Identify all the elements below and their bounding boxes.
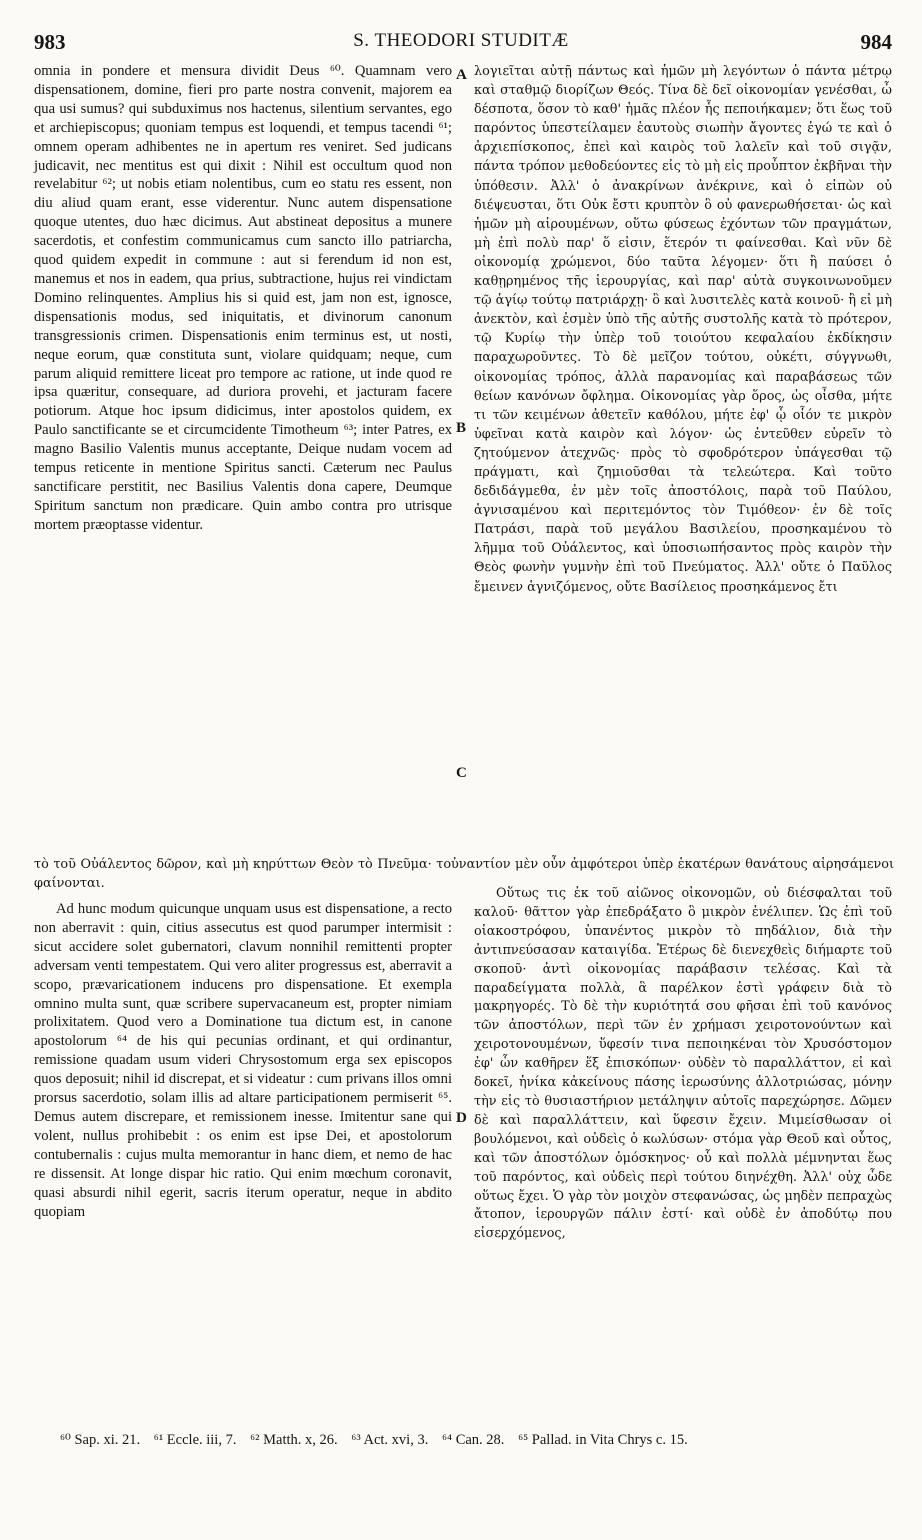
latin-paragraph-2: Ad hunc modum quicunque unquam usus est dispensatione, a recto non aberravit : quin, citius assecutus est quod parumper intermisit : sicut accidere solet gubernatori, clavum nonnihil remittenti propter adversam venti tempestatem. Qui vero aliter progressus est, aberravit a scopo, prævaricationem inducens pro dispensatione. Et exempla omnino multa sunt, quæ scribere supervacaneum est, propter nimiam prolixitatem. Quod vero a Dominatione tua dictum est, in canone apostolorum ⁶⁴ de his qui pecunias ordinant, et qui ordinantur, remissione quadam usum videri Chrysostomum erga sex episcopos quos deposuit; nihil id discrepat, et si videatur : cum privans illos omni prorsus sacerdotio, solam illis ad altare participationem permiserit ⁶⁵. Demus autem discrepare, et remissionem inesse. Imitentur sane qui volent, nullus prohibebit : os enim est ipse Dei, et apostolorum contubernalis : cujus multa memorantur in hanc diem, et nemo de hac re dissensit. At longe dispar hic ratio. Qui enim mœchum coronavit, quasi absurdi nihil egerit, sacris iterum operatur, neque in abdito quopiam: [34, 901, 452, 1220]
page-number-left: 983: [34, 30, 66, 54]
margin-marker-a: A: [456, 67, 467, 83]
latin-paragraph-1: omnia in pondere et mensura dividit Deus ⁶⁰. Quamnam vero dispensationem, domine, fieri pro parte nostra convenit, majorem ea qua usi sumus? qui subduximus nos hactenus, silentium servantes, ego et archiepiscopus; quoniam tempus est loquendi, et tempus tacendi ⁶¹; omnem operam adhibentes ne in apertum res veniret. Sed judicans judicavit, nec mentitus est qui dixit : Nihil est occultum quod non revelabitur ⁶²; ut nobis etiam nolentibus, cum eo statu res essent, non diu aliud quam erant, esse viderentur. Nunc autem dispensatione quoque utentes, duo hæc dicimus. Aut abstineat depositus a munere sacerdotis, et confestim communicamus cum sancto illo patriarcha, quod quidem expedit in commune : aut si ferendum id non est, manemus et nos in eadem, qua prius, subtractione, hujus rei vindictam Domino relinquentes. Amplius his si quid est, jam non est, ignosce, dispensationis modus, sed iniquitatis, et divinorum canonum transgressionis crimen. Dispensationis enim terminus est, ut nosti, neque eorum, quæ constituta sunt, violare quidquam; neque, cum parum aliquid remittere liceat pro tempore ac ratione, ut inde quod re ipsa quæritur, consequare, ad duriora provehi, et jacturam facere potiorum. Atque hoc ipsum didicimus, inter apostolos quidem, ex Paulo sanctificante se et circumcidente Timotheum ⁶³; inter Patres, ex magno Basilio Valentis munus acceptante, Deique nudam vocem ad tempus reticente in mentione Spiritus sancti. Cæterum nec Paulus sanctificare perstitit, nec Basilius Valentis dona capere, Deumque Spiritum sanctum non prædicare. Quin ambo contra pro utrisque mortem præoptasse videntur.: [34, 63, 452, 533]
page-number-right: 984: [860, 30, 892, 54]
footnote-62: ⁶² Matth. x, 26.: [250, 1432, 338, 1448]
footnotes: [60, 1432, 900, 1449]
latin-column-upper: [34, 62, 452, 535]
margin-marker-b: B: [456, 420, 467, 436]
footnote-65: ⁶⁵ Pallad. in Vita Chrys c. 15.: [518, 1432, 688, 1448]
greek-column-upper: [474, 62, 892, 597]
greek-spanning-line: τὸ τοῦ Οὐάλεντος δῶρον, καὶ μὴ κηρύττων Θεὸν τὸ Πνεῦμα· τοὐναντίον μὲν οὖν ἀμφότεροι ὑπὲρ ἑκατέρων θανάτους αἱρησάμενοι φαίνονται.: [34, 857, 894, 892]
footnote-64: ⁶⁴ Can. 28.: [441, 1432, 505, 1448]
page-header: [0, 30, 922, 60]
running-head-title: S. THEODORI STUDITÆ: [353, 30, 569, 51]
margin-marker-c: C: [456, 765, 467, 781]
footnote-61: ⁶¹ Eccle. iii, 7.: [153, 1432, 237, 1448]
footnote-60: ⁶⁰ Sap. xi. 21.: [60, 1432, 141, 1448]
greek-paragraph-1: λογιεῖται αὐτῇ πάντως καὶ ἡμῶν μὴ λεγόντων ὁ πάντα μέτρῳ καὶ σταθμῷ διορίζων Θεός. Τίνα δὲ δεῖ οἰκονομίαν γενέσθαι, ὦ δέσποτα, ὅσον τὸ καθ' ἡμᾶς πλέον ἧς πεποιήκαμεν; ὅτι ἕως τοῦ παρόντος ὑπεστείλαμεν ἑαυτοὺς σιωπὴν ἄγοντες ἐγώ τε καὶ ὁ ἀρχιεπίσκοπος, ἐπεὶ καὶ καιρὸς τοῦ λαλεῖν καὶ τοῦ σιγᾷν, πάντα τρόπον μεθοδεύοντες εἰς τὸ μὴ εἰς προὖπτον ἐκβῆναι τὴν ὑπόθεσιν. Ἀλλ' ὁ ἀνακρίνων ἀνέκρινε, καὶ ὁ εἰπὼν οὐ διέψευσται, ὅτι Οὐκ ἔστι κρυπτὸν ὃ οὐ φανερωθήσεται· ὡς καὶ ἡμῶν μὴ αἱρουμένων, οὕτω φύσεως ἐχόντων τῶν πραγμάτων, μὴ ἐπὶ πολὺ παρ' ὅ εἰσιν, ἕτερόν τι φαίνεσθαι. Καὶ νῦν δὲ οἰκονομίᾳ χρώμενοι, δύο ταῦτα λέγομεν· ὅτι ἢ παύσει ὁ καθῃρημένος τῆς ἱερουργίας, καὶ παρ' αὐτὰ συγκοινωνοῦμεν τῷ ἁγίῳ τούτῳ πατριάρχῃ· ὃ καὶ λυσιτελὲς κατὰ κοινοῦ· ἢ εἰ μὴ ἀνεκτὸν, καὶ ἐσμὲν ὑπὸ τῆς αὐτῆς συστολῆς κατὰ τὸ πρότερον, τῷ Κυρίῳ τὴν ὑπὲρ τοῦ τοιούτου κεφαλαίου ἐκδίκησιν παραχωροῦντες. Τὸ δὲ μεῖζον τούτου, οὐκέτι, σύγγνωθι, οἰκονομίας τρόπος, ἀλλὰ παρανομίας καὶ παραβάσεως τῶν θείων κανόνων ὄφλημα. Οἰκονομίας γὰρ ὅρος, ὡς οἶσθα, μήτε τι τῶν κειμένων ἀθετεῖν καθόλου, μήτε ἐφ' ᾧ οἷόν τε μικρὸν ὑφεῖναι κατὰ καιρὸν καὶ λόγον· ὡς ἐντεῦθεν εὑρεῖν τὸ ζητούμενον ἀτεχνῶς· πρὸς τὸ σφοδρότερον ὑπάγεσθαι τῷ πράγματι, καὶ ζημιοῦσθαι τὰ τελεώτερα. Καὶ τοῦτο δεδιδάγμεθα, ἐν μὲν τοῖς ἀποστόλοις, παρὰ τοῦ Παύλου, ἁγνισαμένου καὶ περιτεμόντος τὸν Τιμόθεον· ἐν δὲ τοῖς Πατράσι, παρὰ τοῦ μεγάλου Βασιλείου, προσηκαμένου τὸ λῆμμα τοῦ Οὐάλεντος, καὶ ὑποσιωπήσαντος πρὸς καιρὸν τὴν Θεὸς φωνὴν γυμνὴν ἐπὶ τοῦ Πνεύματος. Ἀλλ' οὔτε ὁ Παῦλος ἔμεινεν ἁγνιζόμενος, οὔτε Βασίλειος προσηκάμενος ἔτι: [474, 64, 892, 595]
greek-paragraph-2: Οὕτως τις ἐκ τοῦ αἰῶνος οἰκονομῶν, οὐ διέσφαλται τοῦ καλοῦ· θᾶττον γὰρ ἐπεδράξατο ὃ μικρὸν ἐνέλιπεν. Ὡς ἐπὶ τοῦ οἰακοστρόφου, ὑπανέντος μικρὸν τὸ πηδάλιον, διὰ τὴν ἀντιπνεύσασαν καταιγίδα. Ἑτέρως δὲ διενεχθεὶς διήμαρτε τοῦ σκοποῦ· ἀντὶ οἰκονομίας παράβασιν τελέσας. Καὶ τὰ παραδείγματα πολλὰ, ἃ παρέλκον ἐστὶ γράφειν διὰ τὸ μακρηγορές. Τὸ δὲ τὴν κυριότητά σου φῆσαι ἐπὶ τοῦ κανόνος τῶν ἀποστόλων, περὶ τῶν ἐν χρήμασι χειροτονούντων καὶ χειροτονουμένων, ὕφεσίν τινα πεποιηκέναι τὸν Χρυσόστομον ἐφ' ὧν καθῆρεν ἕξ ἐπισκόπων· οὐδὲν τὸ παραλλάττον, εἰ καὶ δοκεῖ, ἡνίκα κἀκείνους πάσης ἱερωσύνης ἀλλοτριώσας, μόνην τὴν εἰς τὸ θυσιαστήριον μετάληψιν αὐτοῖς παρεχώρησε. Δῶμεν δὲ καὶ παραλλάττειν, καὶ ὕφεσιν ἔχειν. Μιμείσθωσαν οἱ βουλόμενοι, καὶ οὐδεὶς ὁ κωλύσων· στόμα γὰρ Θεοῦ καὶ οὗτος, καὶ τῶν ἀποστόλων ὁμόσκηνος· οὗ καὶ πολλὰ μέμνηνται ἕως τοῦ παρόντος, καὶ οὐδεὶς περὶ τούτου διηνέχθη. Ἀλλ' οὐχ ὧδε οὕτως ἔχει. Ὁ γὰρ τὸν μοιχὸν στεφανώσας, ὡς μηδὲν πεπραχὼς ἄτοπον, ἱερουργῶν πάλιν ἐστί· καὶ οὐδὲ ἐν ἀποδύτῳ που εἰσερχόμενος,: [474, 886, 892, 1242]
footnote-63: ⁶³ Act. xvi, 3.: [351, 1432, 429, 1448]
margin-marker-d: D: [456, 1110, 467, 1126]
